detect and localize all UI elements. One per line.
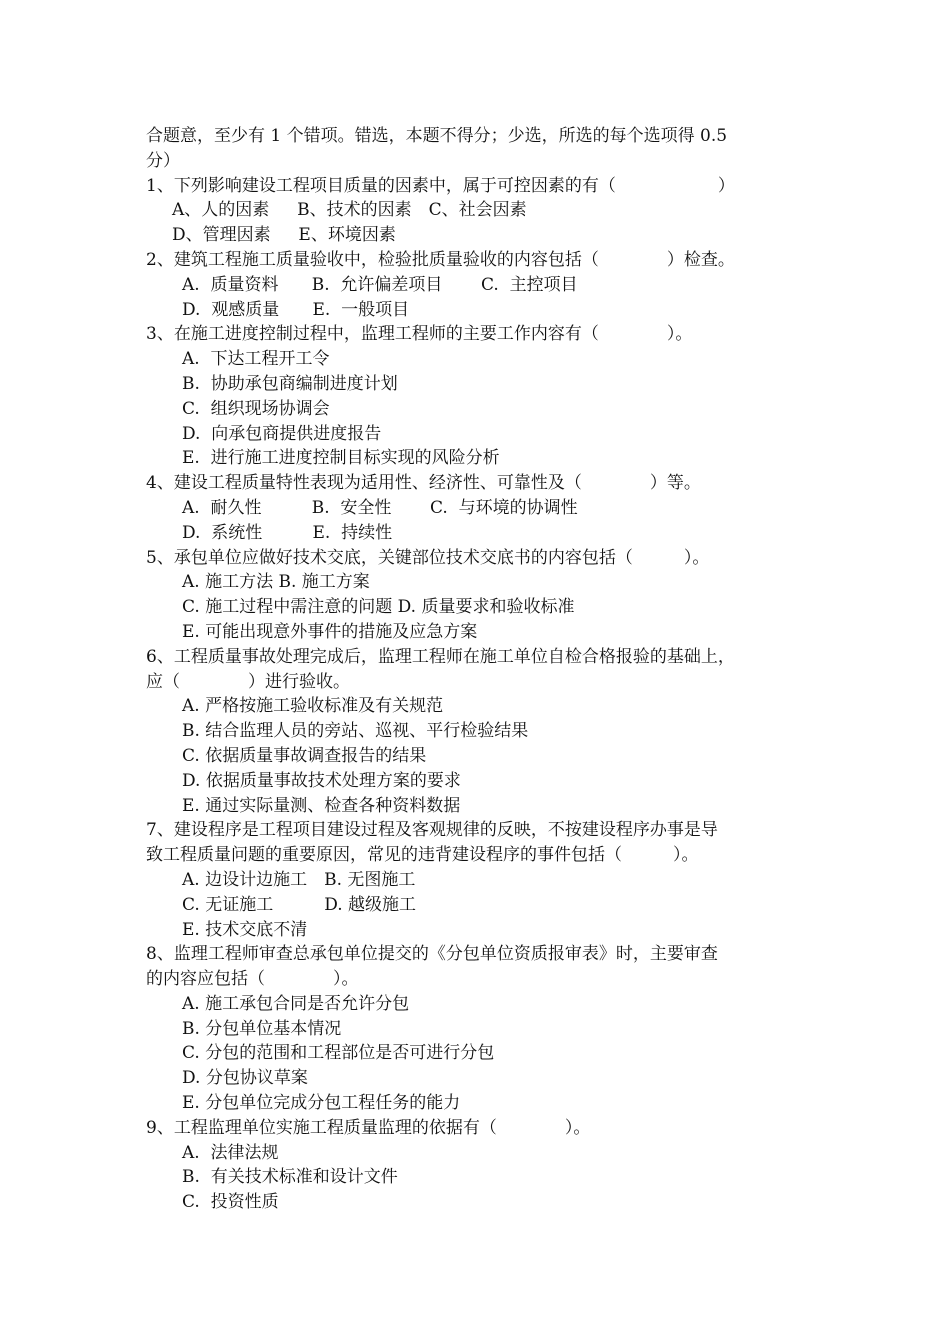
question-3 xyxy=(146,322,826,471)
question-4 xyxy=(146,471,826,545)
question-option: A. 施工方法 B. 施工方案 xyxy=(182,572,370,593)
question-stem: 的内容应包括（ ）。 xyxy=(146,969,359,990)
question-5 xyxy=(146,546,826,645)
question-option: C. 无证施工 D. 越级施工 xyxy=(182,894,417,915)
question-stem: 7、建设程序是工程项目建设过程及客观规律的反映，不按建设程序办事是导 xyxy=(146,820,718,841)
question-option: A、人的因素 B、技术的因素 C、社会因素 xyxy=(172,200,527,221)
question-2 xyxy=(146,248,826,322)
question-option: A. 施工承包合同是否允许分包 xyxy=(182,993,410,1014)
question-option: B. 有关技术标准和设计文件 xyxy=(182,1167,398,1188)
question-option: B. 协助承包商编制进度计划 xyxy=(182,373,398,394)
question-option: A. 质量资料 B. 允许偏差项目 C. 主控项目 xyxy=(182,274,578,295)
question-option: E. 通过实际量测、检查各种资料数据 xyxy=(182,795,461,816)
question-option: C. 分包的范围和工程部位是否可进行分包 xyxy=(182,1043,495,1064)
question-option: D. 系统性 E. 持续性 xyxy=(182,522,393,543)
question-option: A. 严格按施工验收标准及有关规范 xyxy=(182,696,444,717)
question-option: E. 可能出现意外事件的措施及应急方案 xyxy=(182,621,478,642)
question-option: B. 分包单位基本情况 xyxy=(182,1018,342,1039)
question-stem: 5、承包单位应做好技术交底，关键部位技术交底书的内容包括（ ）。 xyxy=(146,547,710,568)
question-option: D. 观感质量 E. 一般项目 xyxy=(182,299,410,320)
question-stem: 4、建设工程质量特性表现为适用性、经济性、可靠性及（ ）等。 xyxy=(146,473,701,494)
instruction-line: 合题意，至少有 1 个错项。错选，本题不得分；少选，所选的每个选项得 0.5 xyxy=(146,126,728,146)
question-option: C. 组织现场协调会 xyxy=(182,398,330,419)
question-stem: 8、监理工程师审查总承包单位提交的《分包单位资质报审表》时，主要审查 xyxy=(146,944,718,965)
question-stem: 6、工程质量事故处理完成后，监理工程师在施工单位自检合格报验的基础上， xyxy=(146,646,735,667)
question-stem: 应（ ）进行验收。 xyxy=(146,671,350,692)
question-option: B. 结合监理人员的旁站、巡视、平行检验结果 xyxy=(182,721,529,742)
question-option: C. 施工过程中需注意的问题 D. 质量要求和验收标准 xyxy=(182,597,575,618)
question-option: D、管理因素 E、环境因素 xyxy=(172,225,396,246)
question-option: A. 下达工程开工令 xyxy=(182,349,330,370)
question-option: A. 耐久性 B. 安全性 C. 与环境的协调性 xyxy=(182,497,578,518)
question-option: E. 技术交底不清 xyxy=(182,919,308,940)
question-option: D. 向承包商提供进度报告 xyxy=(182,423,382,444)
question-stem: 致工程质量问题的重要原因，常见的违背建设程序的事件包括（ ）。 xyxy=(146,845,699,866)
question-8 xyxy=(146,942,826,1116)
question-option: A. 边设计边施工 B. 无图施工 xyxy=(182,869,416,890)
question-option: E. 进行施工进度控制目标实现的风险分析 xyxy=(182,448,500,469)
question-option: D. 依据质量事故技术处理方案的要求 xyxy=(182,770,461,791)
question-option: C. 投资性质 xyxy=(182,1192,279,1213)
question-9 xyxy=(146,1116,826,1215)
question-option: E. 分包单位完成分包工程任务的能力 xyxy=(182,1093,461,1114)
question-option: D. 分包协议草案 xyxy=(182,1068,308,1089)
instruction-line: 分） xyxy=(146,150,180,171)
question-stem: 2、建筑工程施工质量验收中，检验批质量验收的内容包括（ ）检查。 xyxy=(146,249,735,270)
question-stem: 1、下列影响建设工程项目质量的因素中，属于可控因素的有（ ） xyxy=(146,175,735,196)
question-stem: 9、工程监理单位实施工程质量监理的依据有（ ）。 xyxy=(146,1117,591,1138)
question-option: A. 法律法规 xyxy=(182,1142,279,1163)
question-option: C. 依据质量事故调查报告的结果 xyxy=(182,745,427,766)
question-7 xyxy=(146,818,826,942)
exam-content xyxy=(146,124,826,1215)
question-stem: 3、在施工进度控制过程中，监理工程师的主要工作内容有（ ）。 xyxy=(146,324,693,345)
question-1 xyxy=(146,174,826,248)
question-6 xyxy=(146,645,826,819)
